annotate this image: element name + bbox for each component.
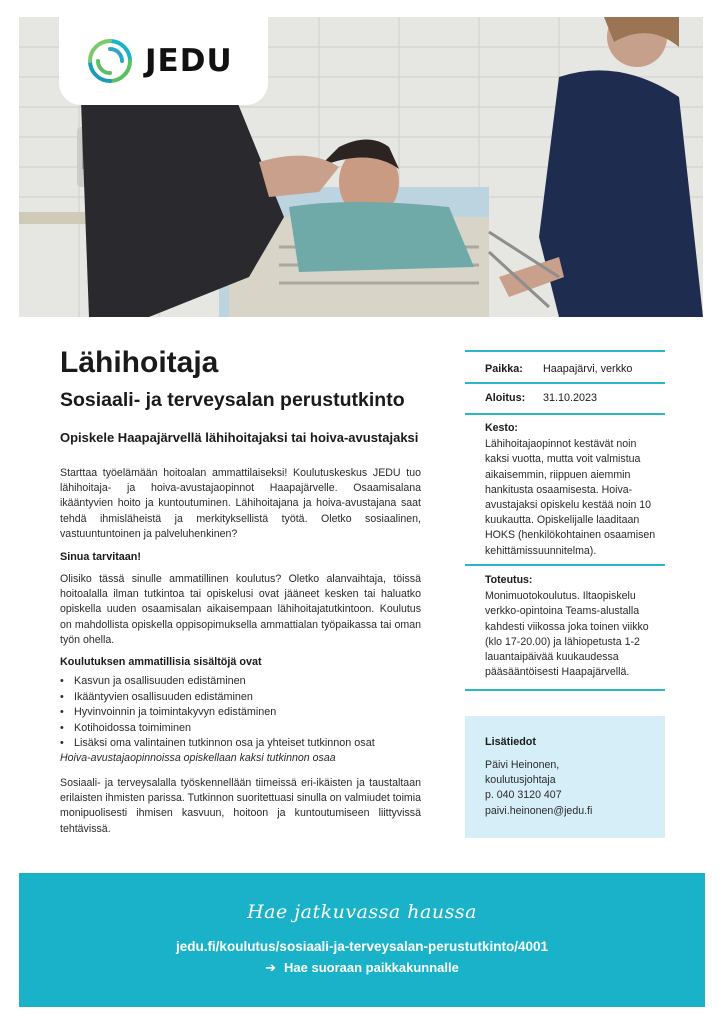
section-needed-heading: Sinua tarvitaan!: [60, 551, 141, 563]
content-note: Hoiva-avustajaopinnoissa opiskellaan kaksi tutkinnon osaa: [60, 752, 336, 764]
list-item: • Lisäksi oma valintainen tutkinnon osa ja yhteiset tutkinnon osat: [60, 736, 430, 752]
list-item: • Hyvinvoinnin ja toimintakyvyn edistäminen: [60, 705, 430, 721]
start-row: [485, 392, 597, 404]
list-item: • Kasvun ja osallisuuden edistäminen: [60, 674, 430, 690]
contact-box: [465, 716, 665, 838]
apply-link[interactable]: [19, 960, 705, 976]
contact-phone: p. 040 3120 407: [485, 789, 562, 802]
content-list: [60, 674, 430, 752]
implementation-block: [485, 573, 660, 680]
place-row: [485, 363, 632, 375]
list-item: • Ikääntyvien osallisuuden edistäminen: [60, 690, 430, 706]
start-value: 31.10.2023: [543, 392, 598, 404]
footer-banner: [19, 873, 705, 1007]
divider: [465, 564, 665, 566]
divider: [465, 382, 665, 384]
duration-label: Kesto:: [485, 422, 518, 434]
list-item: • Kotihoidossa toimiminen: [60, 721, 430, 737]
contact-email[interactable]: paivi.heinonen@jedu.fi: [485, 804, 593, 817]
arrow-right-icon: ➔: [265, 960, 277, 975]
implementation-text: Monimuotokoulutus. Iltaopiskelu verkko-opintoina Teams-alustalla kahdesti viikossa joka toinen viikko (klo 17-20.00) ja lähiopetusta 1-2 lauantaipäivää kuukaudessa pääsääntöisesti Haapajärvellä.: [485, 590, 649, 679]
implementation-label: Toteutus:: [485, 574, 533, 586]
contact-name: Päivi Heinonen,: [485, 759, 560, 771]
jedu-logo-icon: [85, 36, 135, 86]
section-needed-paragraph: Olisiko tässä sinulle ammatillinen koulutus? Oletko alanvaihtaja, töissä hoitoalalla ilman tutkintoa tai opiskelusi ovat jääneet kesken tai haluatko opiskella uuden osaamisalan aikaisempaan lähihoitajatutkintoon. Koulutus on mahdollista opiskella oppisopimuksella ammattialan työpaikassa tai oman työn ohella.: [60, 573, 421, 646]
page-subtitle: Sosiaali- ja terveysalan perustutkinto: [60, 389, 405, 411]
place-label: Paikka:: [485, 363, 523, 375]
tagline: Opiskele Haapajärvellä lähihoitajaksi tai hoiva-avustajaksi: [60, 430, 419, 445]
start-label: Aloitus:: [485, 392, 526, 404]
section-content-heading: Koulutuksen ammatillisia sisältöjä ovat: [60, 656, 262, 668]
apply-link-label: Hae suoraan paikkakunnalle: [284, 960, 459, 975]
footer-url-link[interactable]: jedu.fi/koulutus/sosiaali-ja-terveysalan-perustutkinto/4001: [175, 939, 549, 954]
contact-label: Lisätiedot: [485, 736, 536, 748]
logo-card: [59, 17, 268, 105]
closing-paragraph: Sosiaali- ja terveysalalla työskennellään tiimeissä eri-ikäisten ja taustaltaan erilaisten ihmisten parissa. Tutkinnon suoritettuasi sinulla on valmiudet toimia monipuolisesti ihmisen kasvuun, hoitoon ja kuntoutumiseen liittyvissä tehtävissä.: [60, 777, 421, 835]
contact-role: koulutusjohtaja: [485, 774, 556, 787]
divider: [465, 413, 665, 415]
page-title: Lähihoitaja: [60, 346, 219, 379]
intro-paragraph: Starttaa työelämään hoitoalan ammattilaiseksi! Koulutuskeskus JEDU tuo lähihoitaja- ja hoiva-avustajaopinnot Haapajärvelle. Osaamisalana ikääntyvien hoito ja kuntoutuminen. Lähihoitajana ja hoiva-avustajana saat tehdä ihmisläheistä ja merkityksellistä työtä. Oletko sosiaalinen, vastuuntuntoinen ja palveluhenkinen?: [60, 467, 421, 540]
duration-block: [485, 421, 660, 559]
divider: [465, 350, 665, 352]
place-value: Haapajärvi, verkko: [543, 363, 633, 375]
footer-cta: Hae jatkuvassa haussa: [247, 901, 477, 923]
duration-text: Lähihoitajaopinnot kestävät noin kaksi vuotta, mutta voit valmistua aikaisemmin, riippuen aiemmin hankitusta osaamisesta. Hoiva-avustajaksi opiskelu kestää noin 10 kuukautta. Opiskelijalle laaditaan HOKS (henkilökohtainen osaamisen kehittämissuunnitelma).: [485, 438, 656, 557]
divider: [465, 689, 665, 691]
logo-wordmark: JEDU: [145, 43, 233, 79]
